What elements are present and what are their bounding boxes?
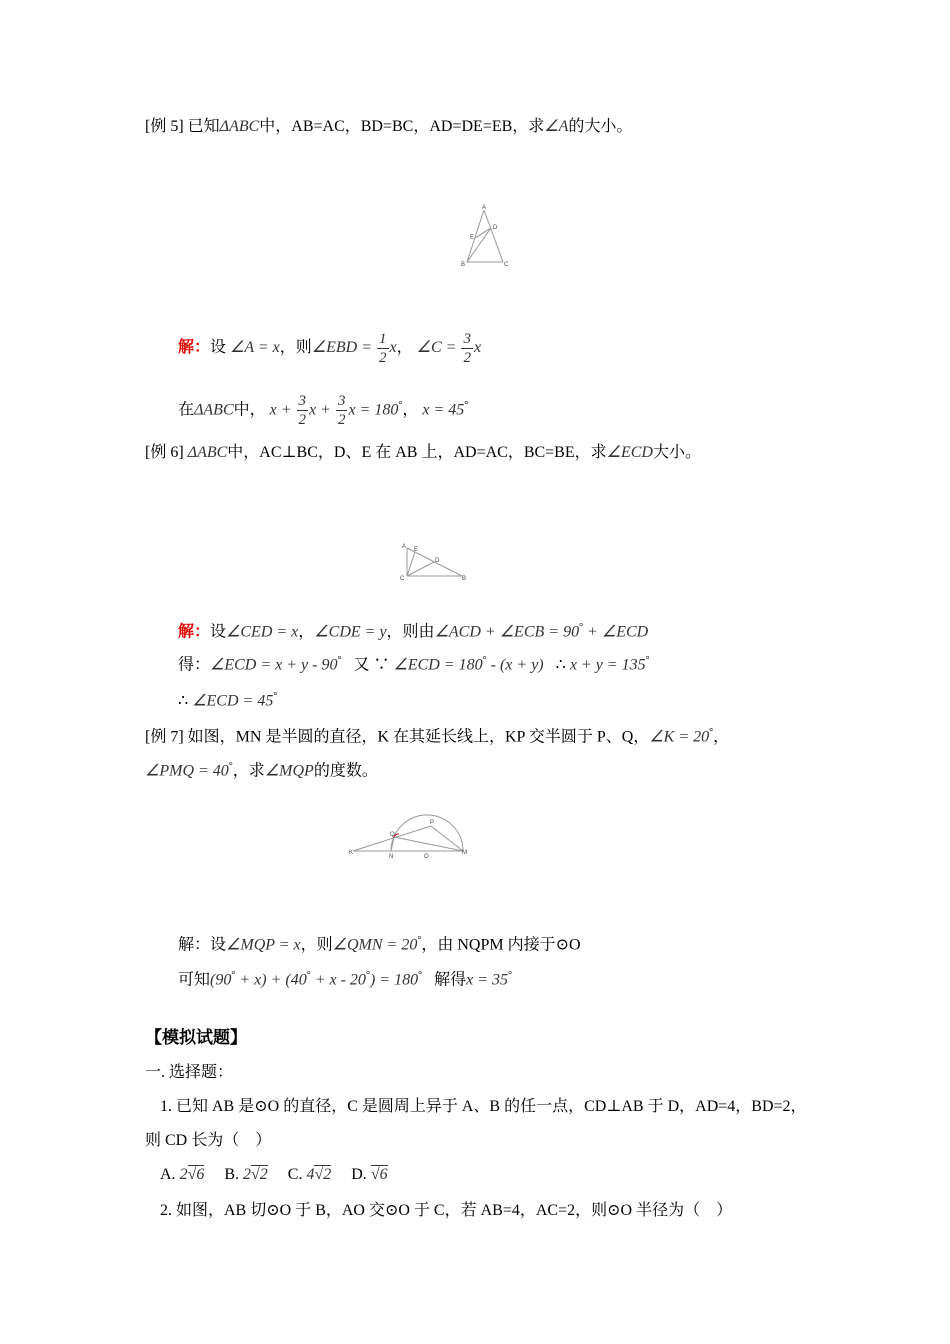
sol6-label: 解：: [178, 623, 211, 641]
sol7-deg-2: °: [231, 970, 236, 981]
sol7-deg-6: °: [507, 970, 512, 981]
sol5-frac2-den: 2: [463, 349, 471, 366]
ex6-angle: ∠ECD: [606, 444, 653, 461]
option-b-coef: 2: [243, 1166, 252, 1183]
solution-6-line-1: [178, 617, 648, 643]
sol7-label: 解：设: [178, 936, 227, 954]
sol6-comma: ，: [298, 623, 315, 641]
ex5-triangle: ΔABC: [219, 118, 260, 135]
ex7-deg-1: °: [709, 727, 714, 738]
ex7-deg-2: °: [228, 761, 233, 772]
fig7-label-p: P: [430, 820, 435, 826]
option-a-radicand: 6: [196, 1166, 205, 1183]
option-b[interactable]: [224, 1165, 267, 1183]
sol7-expr-3: + x - 20: [314, 971, 366, 989]
example-5-statement: [145, 116, 632, 138]
sol6-expr-ced: ∠CED = x: [226, 623, 299, 641]
figure-5-triangle: [455, 200, 515, 270]
sol6-because: 又 ∵: [353, 656, 390, 674]
sol5-frac1-num: 1: [379, 330, 387, 347]
sol5-frac1-den: 2: [379, 349, 387, 366]
fig6-label-a: A: [402, 544, 407, 550]
sol7-deg-3: °: [306, 970, 311, 981]
sol6-deg-1: °: [579, 622, 584, 633]
sol6-get: 得：: [178, 656, 211, 674]
fig5-label-d: D: [493, 225, 498, 231]
sol7-expr-1: (90: [210, 971, 232, 989]
sol5-label: 解：: [178, 339, 211, 356]
example-7-statement-line-2: [145, 756, 378, 782]
sol5-sum-1: x +: [269, 401, 292, 419]
sol6-then-from: ，则由: [386, 623, 435, 641]
sol7-deg-4: °: [365, 970, 370, 981]
solution-5-line-1: [178, 328, 481, 368]
option-b-radicand: 2: [259, 1166, 268, 1183]
figure-7-semicircle: [345, 812, 475, 862]
sol6-expr-ecd-2: ∠ECD = 180: [393, 656, 483, 674]
sol7-expr-4: ) = 180: [369, 971, 419, 989]
ex7-angle-k: ∠K = 20: [649, 728, 710, 746]
sol5-text-then: ，则: [279, 339, 312, 356]
fig7-label-q: Q: [390, 832, 395, 838]
sol6-deg-5: °: [273, 691, 278, 702]
sol5-expr-ebd: ∠EBD =: [311, 339, 373, 356]
option-b-sqrt: √2: [251, 1166, 268, 1183]
sol6-expr-ecd: + ∠ECD: [587, 623, 649, 641]
question-2-line-1: 2. 如图，AB 切⊙O 于 B，AO 交⊙O 于 C，若 AB=4，AC=2，则⊙O 半径为（ ）: [160, 1202, 733, 1219]
sol6-answer: ∠ECD = 45: [192, 692, 274, 710]
solution-6-line-3: [178, 686, 277, 712]
option-c-radicand: 2: [323, 1166, 332, 1183]
sol5-fraction-4: [336, 392, 348, 429]
sol5-frac4-den: 2: [337, 412, 346, 429]
sol5-fraction-1: [377, 330, 389, 367]
sol7-expr-mqp: ∠MQP = x: [226, 936, 301, 954]
sol5-middle: 中，: [233, 401, 266, 419]
fig6-label-e: E: [414, 547, 419, 553]
sol5-in: 在: [178, 401, 195, 419]
sol5-deg-2: °: [464, 400, 469, 411]
fig6-label-b: B: [462, 576, 467, 582]
option-c-label: C.: [287, 1166, 303, 1183]
sol6-deg-3: °: [482, 655, 487, 666]
option-c[interactable]: [288, 1165, 331, 1183]
sol5-text-let: 设: [210, 339, 227, 356]
sol6-expr-xy: x + y = 135: [569, 656, 646, 674]
sol6-deg-4: °: [645, 655, 650, 666]
sol6-expr-minus: - (x + y): [490, 656, 544, 674]
sol6-therefore: ∴: [555, 656, 566, 674]
solution-6-line-2: [178, 650, 650, 676]
sol7-inscribed: ，由 NQPM 内接于⊙O: [421, 936, 581, 954]
question-1-line-1: 1. 已知 AB 是⊙O 的直径，C 是圆周上异于 A、B 的任一点，CD⊥AB 于 D，AD=4，BD=2，: [160, 1098, 807, 1115]
fig5-label-b: B: [461, 262, 466, 268]
sol6-expr-cde: ∠CDE = y: [314, 623, 387, 641]
fig7-label-o: O: [424, 854, 429, 860]
sol6-expr-sum: ∠ACD + ∠ECB = 90: [434, 623, 580, 641]
sol5-sum-2: x +: [309, 401, 331, 419]
sol5-frac3-den: 2: [298, 412, 307, 429]
sol5-x2: x: [473, 339, 482, 356]
option-a-label: A.: [160, 1166, 176, 1183]
fig6-label-d: D: [435, 558, 440, 564]
ex7-prefix: [例 7] 如图，MN 是半圆的直径，K 在其延长线上，KP 交半圆于 P、Q，: [145, 728, 650, 746]
sol5-x1: x: [389, 339, 397, 356]
solution-5-line-2: [178, 386, 468, 430]
ex5-suffix: 的大小。: [568, 118, 633, 135]
sol6-let: 设: [210, 623, 227, 641]
ex7-suffix: 的度数。: [313, 762, 378, 780]
figure-6-right-triangle: [398, 538, 473, 583]
sol6-therefore-2: ∴: [178, 692, 189, 710]
option-d-label: D.: [351, 1166, 367, 1183]
section-title: 【模拟试题】: [145, 1028, 247, 1047]
ex7-angle-mqp: ∠MQP: [264, 762, 314, 780]
fig7-label-n: N: [389, 854, 394, 860]
sol5-expr-angle-c: ∠C =: [416, 339, 457, 356]
sol7-answer: x = 35: [466, 971, 508, 989]
ex6-triangle: ΔABC: [187, 444, 228, 461]
option-c-coef: 4: [306, 1166, 315, 1183]
ex5-prefix: [例 5] 已知: [145, 118, 220, 135]
sol5-fraction-2: [461, 330, 473, 367]
sol5-comma-2: ，: [402, 401, 419, 419]
option-a-coef: 2: [179, 1166, 188, 1183]
solution-7-line-1: [178, 930, 581, 956]
solution-7-line-2: [178, 965, 512, 991]
sol7-expr-qmn: ∠QMN = 20: [332, 936, 418, 954]
option-a[interactable]: [160, 1165, 204, 1183]
part-1-title: 一. 选择题：: [145, 1064, 234, 1081]
sol5-answer: x = 45: [422, 401, 465, 419]
fig6-label-c: C: [400, 576, 405, 582]
sol5-frac2-num: 3: [463, 330, 471, 347]
option-d[interactable]: [351, 1165, 387, 1183]
sol7-knowing: 可知: [178, 971, 211, 989]
ex7-ask: ，求: [232, 762, 265, 780]
fig7-label-k: K: [349, 850, 354, 856]
sol7-deg-1: °: [417, 935, 422, 946]
sol5-triangle: ΔABC: [194, 401, 234, 419]
fig5-label-c: C: [504, 262, 509, 268]
sol5-fraction-3: [297, 392, 309, 429]
sol5-comma: ，: [396, 339, 413, 356]
sol7-deg-5: °: [418, 970, 423, 981]
example-7-statement-line-1: [145, 722, 729, 748]
ex6-conditions: 中，AC⊥BC，D、E 在 AB 上，AD=AC，BC=BE，求: [227, 444, 607, 461]
sol6-deg-2: °: [337, 655, 342, 666]
sol5-deg-1: °: [398, 400, 403, 411]
ex7-angle-pmq: ∠PMQ = 40: [145, 762, 229, 780]
ex6-suffix: 大小。: [652, 444, 701, 461]
example-6-statement: [145, 442, 701, 464]
option-d-sqrt: √6: [370, 1166, 388, 1183]
ex6-prefix: [例 6]: [145, 444, 184, 461]
ex7-comma: ，: [713, 728, 730, 746]
sol5-expr-angle-a: ∠A = x: [230, 339, 280, 356]
question-1-options: [160, 1164, 388, 1186]
option-c-sqrt: √2: [314, 1166, 332, 1183]
ex5-conditions: 中，AB=AC，BD=BC，AD=DE=EB，求: [259, 118, 545, 135]
sol5-frac3-num: 3: [298, 393, 307, 410]
ex5-angle: ∠A: [544, 118, 569, 135]
question-1-line-2: 则 CD 长为（ ）: [145, 1132, 272, 1149]
fig5-label-e: E: [470, 235, 475, 241]
fig5-label-a: A: [482, 205, 487, 211]
sol5-frac4-num: 3: [337, 393, 346, 410]
sol7-expr-2: + x) + (40: [239, 971, 307, 989]
option-d-radicand: 6: [379, 1166, 388, 1183]
option-a-sqrt: √6: [187, 1166, 205, 1183]
fig7-label-m: M: [462, 850, 467, 856]
sol7-solve: 解得: [434, 971, 467, 989]
option-b-label: B.: [224, 1166, 240, 1183]
sol6-expr-ecd-1: ∠ECD = x + y - 90: [210, 656, 338, 674]
sol7-then: ，则: [300, 936, 333, 954]
sol5-sum-3: x = 180: [348, 401, 399, 419]
